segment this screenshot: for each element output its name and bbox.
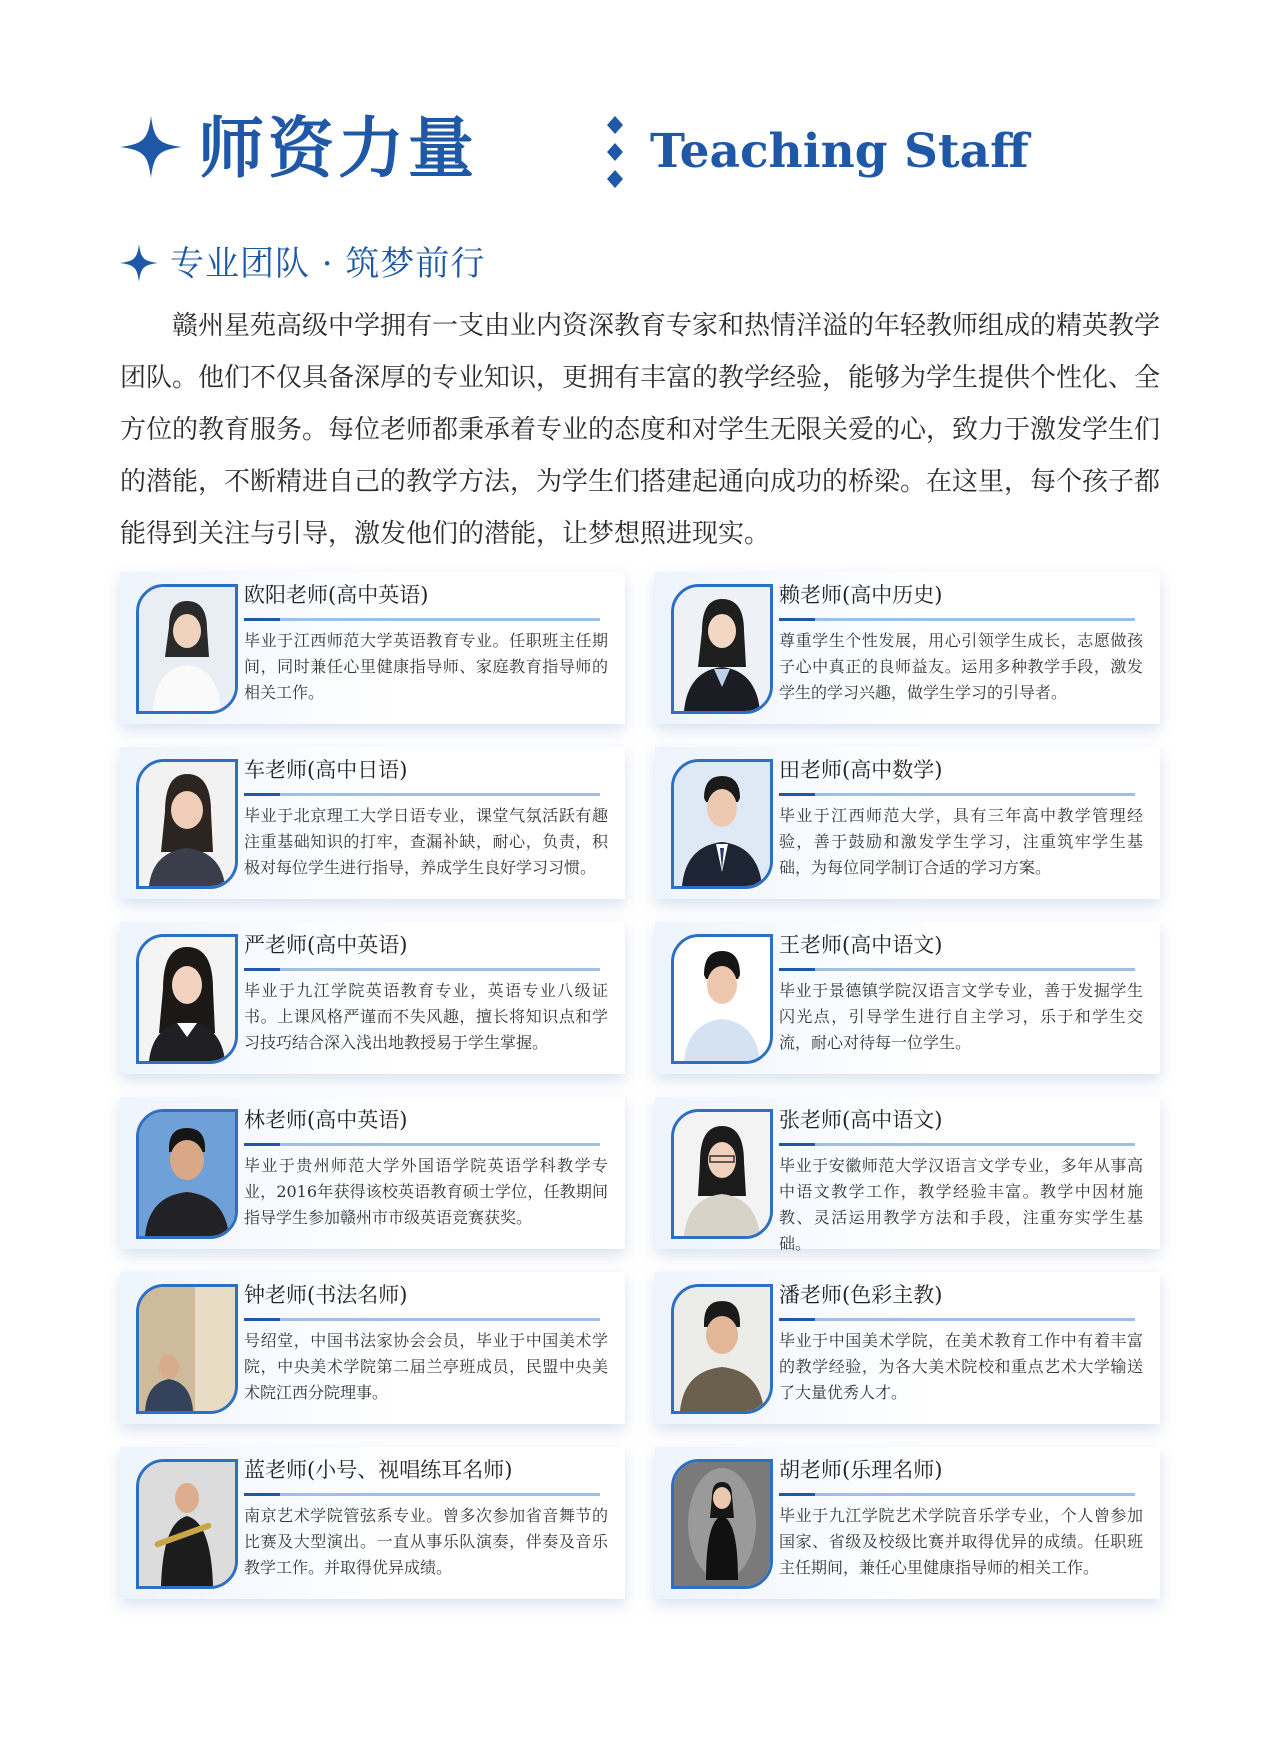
portrait-image bbox=[674, 1287, 770, 1411]
teacher-photo bbox=[671, 1459, 773, 1589]
teacher-card bbox=[120, 747, 625, 899]
subtitle-text: 专业团队 · 筑梦前行 bbox=[170, 244, 486, 284]
teacher-name: 林老师(高中英语) bbox=[244, 1108, 408, 1132]
teacher-card bbox=[655, 1097, 1160, 1253]
portrait-image bbox=[139, 937, 235, 1061]
divider bbox=[244, 1143, 600, 1146]
teacher-description: 毕业于九江学院英语教育专业，英语专业八级证书。上课风格严谨而不失风趣，擅长将知识点和学习技巧结合深入浅出地教授易于学生掌握。 bbox=[244, 981, 608, 1052]
teacher-photo bbox=[136, 934, 238, 1064]
section-title-chinese: 师资力量 bbox=[198, 109, 478, 187]
teacher-description: 毕业于贵州师范大学外国语学院英语学科教学专业，2016年获得该校英语教育硕士学位，任教期间指导学生参加赣州市市级英语竞赛获奖。 bbox=[244, 1156, 608, 1227]
teacher-card bbox=[120, 922, 625, 1074]
portrait-image bbox=[674, 937, 770, 1061]
portrait-image bbox=[674, 1112, 770, 1236]
teacher-card bbox=[655, 747, 1160, 899]
teacher-card bbox=[655, 922, 1160, 1074]
teacher-name: 严老师(高中英语) bbox=[244, 933, 408, 957]
teacher-card bbox=[655, 1272, 1160, 1424]
teacher-photo bbox=[136, 759, 238, 889]
teacher-description: 尊重学生个性发展，用心引领学生成长，志愿做孩子心中真正的良师益友。运用多种教学手段，激发学生的学习兴趣，做学生学习的引导者。 bbox=[779, 631, 1143, 702]
divider bbox=[779, 793, 1135, 796]
teacher-grid bbox=[120, 572, 1160, 1622]
teacher-name: 胡老师(乐理名师) bbox=[779, 1458, 943, 1482]
teacher-photo bbox=[136, 584, 238, 714]
teacher-card bbox=[120, 1272, 625, 1424]
section-title-english: Teaching Staff bbox=[650, 124, 1029, 179]
four-point-star-icon bbox=[120, 116, 182, 178]
teacher-name: 张老师(高中语文) bbox=[779, 1108, 943, 1132]
diamond-dots-icon bbox=[600, 116, 630, 188]
teacher-name: 潘老师(色彩主教) bbox=[779, 1283, 943, 1307]
divider bbox=[244, 793, 600, 796]
divider bbox=[779, 968, 1135, 971]
divider bbox=[244, 1493, 600, 1496]
subtitle bbox=[120, 240, 920, 290]
teacher-card bbox=[120, 1447, 625, 1599]
teacher-card bbox=[655, 1447, 1160, 1599]
portrait-image bbox=[674, 587, 770, 711]
intro-paragraph: 赣州星苑高级中学拥有一支由业内资深教育专家和热情洋溢的年轻教师组成的精英教学团队。他们不仅具备深厚的专业知识，更拥有丰富的教学经验，能够为学生提供个性化、全方位的教育服务。每位老师都秉承着专业的态度和对学生无限关爱的心，致力于激发学生们的潜能，不断精进自己的教学方法，为学生们搭建起通向成功的桥梁。在这里，每个孩子都能得到关注与引导，激发他们的潜能，让梦想照进现实。 bbox=[120, 311, 1161, 549]
teacher-card bbox=[120, 1097, 625, 1249]
teacher-description: 毕业于九江学院艺术学院音乐学专业，个人曾参加国家、省级及校级比赛并取得优异的成绩。任职班主任期间，兼任心里健康指导师的相关工作。 bbox=[779, 1506, 1143, 1577]
teacher-card bbox=[120, 572, 625, 724]
portrait-image bbox=[139, 762, 235, 886]
teacher-description: 毕业于江西师范大学英语教育专业。任职班主任期间，同时兼任心里健康指导师、家庭教育指导师的相关工作。 bbox=[244, 631, 608, 702]
portrait-image bbox=[674, 1462, 770, 1586]
portrait-image bbox=[139, 1112, 235, 1236]
divider bbox=[779, 1318, 1135, 1321]
teacher-photo bbox=[671, 1284, 773, 1414]
teacher-description: 毕业于北京理工大学日语专业，课堂气氛活跃有趣注重基础知识的打牢，查漏补缺，耐心，负责，积极对每位学生进行指导，养成学生良好学习习惯。 bbox=[244, 806, 608, 877]
portrait-image bbox=[139, 1462, 235, 1586]
divider bbox=[244, 968, 600, 971]
teacher-photo bbox=[671, 934, 773, 1064]
divider bbox=[779, 1143, 1135, 1146]
section-header bbox=[120, 108, 1170, 198]
teacher-description: 毕业于景德镇学院汉语言文学专业，善于发掘学生闪光点，引导学生进行自主学习，乐于和学生交流，耐心对待每一位学生。 bbox=[779, 981, 1143, 1052]
teacher-photo bbox=[671, 759, 773, 889]
teacher-name: 赖老师(高中历史) bbox=[779, 583, 943, 607]
teacher-name: 蓝老师(小号、视唱练耳名师) bbox=[244, 1458, 513, 1482]
portrait-image bbox=[674, 762, 770, 886]
divider bbox=[244, 618, 600, 621]
teacher-photo bbox=[671, 584, 773, 714]
portrait-image bbox=[139, 587, 235, 711]
teacher-description: 号绍堂，中国书法家协会会员，毕业于中国美术学院，中央美术学院第二届兰亭班成员，民盟中央美术院江西分院理事。 bbox=[244, 1331, 608, 1402]
teacher-description: 南京艺术学院管弦系专业。曾多次参加省音舞节的比赛及大型演出。一直从事乐队演奏，伴奏及音乐教学工作。并取得优异成绩。 bbox=[244, 1506, 608, 1577]
teacher-name: 田老师(高中数学) bbox=[779, 758, 943, 782]
divider bbox=[244, 1318, 600, 1321]
four-point-star-icon bbox=[120, 244, 158, 282]
teacher-description: 毕业于中国美术学院，在美术教育工作中有着丰富的教学经验，为各大美术院校和重点艺术大学输送了大量优秀人才。 bbox=[779, 1331, 1143, 1402]
divider bbox=[779, 618, 1135, 621]
divider bbox=[779, 1493, 1135, 1496]
teacher-name: 王老师(高中语文) bbox=[779, 933, 943, 957]
teacher-card bbox=[655, 572, 1160, 724]
teacher-description: 毕业于江西师范大学，具有三年高中教学管理经验，善于鼓励和激发学生学习，注重筑牢学生基础，为每位同学制订合适的学习方案。 bbox=[779, 806, 1143, 877]
teacher-name: 车老师(高中日语) bbox=[244, 758, 408, 782]
teacher-name: 钟老师(书法名师) bbox=[244, 1283, 408, 1307]
teacher-photo bbox=[136, 1284, 238, 1414]
teacher-photo bbox=[136, 1459, 238, 1589]
teacher-name: 欧阳老师(高中英语) bbox=[244, 583, 429, 607]
teacher-description: 毕业于安徽师范大学汉语言文学专业，多年从事高中语文教学工作，教学经验丰富。教学中因材施教、灵活运用教学方法和手段，注重夯实学生基础。 bbox=[779, 1156, 1143, 1253]
teacher-photo bbox=[136, 1109, 238, 1239]
teacher-photo bbox=[671, 1109, 773, 1239]
portrait-image bbox=[139, 1287, 235, 1411]
